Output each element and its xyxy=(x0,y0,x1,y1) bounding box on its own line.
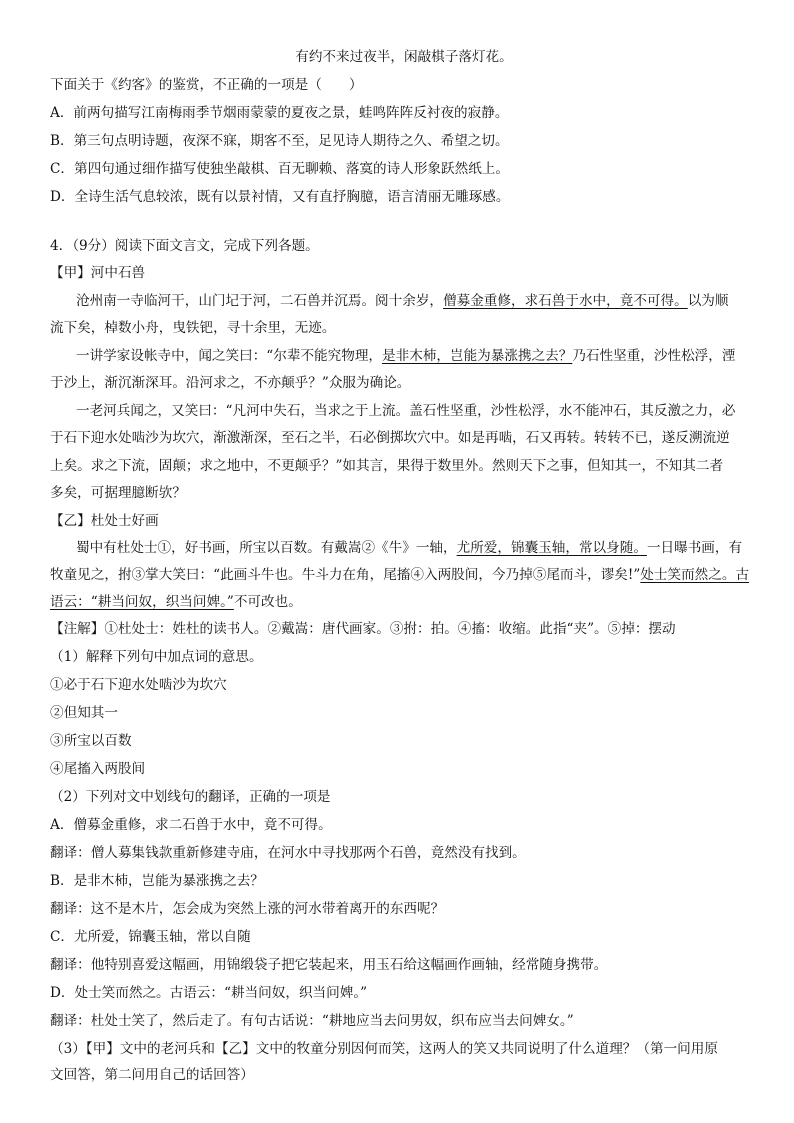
dotted-word: 啮 xyxy=(158,677,173,693)
jia-paragraph1-line2: 流下矣，棹数小舟，曳铁钯，寻十余里，无迹。 xyxy=(50,320,336,336)
jia-title: 【甲】河中石兽 xyxy=(50,265,146,281)
dotted-word: 啮 xyxy=(131,430,146,446)
sub2-translation-b: 翻译：这不是木片，怎会成为突然上涨的河水带着离开的东西呢？ xyxy=(50,901,445,917)
text-run: 沙为坎穴 xyxy=(172,677,227,693)
jia-paragraph2-line2: 于沙上，渐沉渐深耳。沿河求之，不亦颠乎？”众服为确论。 xyxy=(50,375,411,391)
text-run: 以百数 xyxy=(90,733,132,749)
text-run: 沙为坎穴，渐激渐深，至石之半，石必倒掷坎穴中。如是再啮，石又再转。转转不已，遂反溯流逆 xyxy=(145,430,730,446)
sub1-item xyxy=(50,675,758,695)
sub2-translation-d: 翻译：杜处士笑了，然后走了。有句古话说：“耕地应当去问男奴，织布应当去问婢女。” xyxy=(50,1013,574,1029)
sub2-stem: （2）下列对文中划线句的翻译，正确的一项是 xyxy=(50,789,331,805)
sub1-stem: （1）解释下列句中加点词的意思。 xyxy=(50,649,263,665)
sub1-item xyxy=(50,703,758,723)
text-run: 入两股间 xyxy=(90,761,146,777)
dotted-word: 宝 xyxy=(77,733,91,749)
text-run: ②但 xyxy=(50,705,78,721)
underlined-sentence-d: 处士笑而然之。古 xyxy=(640,567,750,583)
text-run: 不可改也。 xyxy=(233,594,302,610)
text-run: 蜀中有杜处士①，好书画，所宝以百数。有戴嵩②《牛》一轴， xyxy=(76,540,457,556)
jia-paragraph3-line4: 多矣，可据理臆断欤？ xyxy=(50,485,186,501)
text-run: 一日曝书画，有 xyxy=(646,540,743,556)
yi-line1 xyxy=(76,538,758,558)
jia-paragraph2-line1 xyxy=(76,346,758,366)
dotted-word: 知 xyxy=(77,705,91,721)
text-run: ①必于石下迎水处 xyxy=(50,677,159,693)
jia-paragraph3-line1: 一老河兵闻之，又笑曰：“凡河中失石，当求之于上流。盖石性坚重，沙性松浮，水不能冲石，其反激之力，必 xyxy=(76,403,736,419)
q3-option-d: D．全诗生活气息较浓，既有以景衬情，又有直抒胸臆，语言清丽无雕琢感。 xyxy=(50,189,510,205)
q4-header: 4．（9分）阅读下面文言文，完成下列各题。 xyxy=(50,238,319,254)
dotted-word: 搐 xyxy=(77,761,91,777)
sub2-option-d: D．处士笑而然之。古语云：“耕当问奴，织当问婢。” xyxy=(50,985,368,1001)
sub2-translation-a: 翻译：僧人募集钱款重新修建寺庙，在河水中寻找那两个石兽，竟然没有找到。 xyxy=(50,845,526,861)
text-run: 牧童见之，拊③掌大笑曰：“此画斗牛也。牛斗力在角，尾搐④入两股间，今乃掉⑤尾而斗，谬矣!” xyxy=(50,567,641,583)
poem-last-line: 有约不来过夜半，闲敲棋子落灯花。 xyxy=(295,49,513,65)
text-run: 一讲学家设帐寺中，闻之笑曰：“尔辈不能究物理， xyxy=(76,348,383,364)
text-run: 其一 xyxy=(90,705,118,721)
sub3-stem-line1: （3）【甲】文中的老河兵和【乙】文中的牧童分别因何而笑，这两人的笑又共同说明了什么道理？（第一问用原 xyxy=(50,1041,718,1057)
yi-line2 xyxy=(50,565,758,585)
sub1-item xyxy=(50,759,758,779)
notes: 【注解】①杜处士：姓杜的读书人。②戴嵩：唐代画家。③拊：拍。④搐：收缩。此指“夹”。⑤掉：摆动 xyxy=(50,621,676,637)
text-run: 沧州南一寺临河干，山门圮于河，二石兽并沉焉。阅十余岁， xyxy=(76,293,444,309)
q3-stem: 下面关于《约客》的鉴赏，不正确的一项是（ ） xyxy=(50,77,363,93)
jia-paragraph3-line2 xyxy=(50,428,758,448)
q3-option-b: B．第三句点明诗题，夜深不寐，期客不至，足见诗人期待之久、希望之切。 xyxy=(50,133,509,149)
yi-title: 【乙】杜处士好画 xyxy=(50,513,159,529)
sub3-stem-line2: 文回答，第二问用自己的话回答） xyxy=(50,1067,254,1083)
underlined-sentence-b: 是非木杮，岂能为暴涨携之去？ xyxy=(382,348,573,364)
sub2-option-c: C．尤所爱，锦囊玉轴，常以自随 xyxy=(50,929,251,945)
q3-option-a: A．前两句描写江南梅雨季节烟雨蒙蒙的夏夜之景，蛙鸣阵阵反衬夜的寂静。 xyxy=(50,105,509,121)
underlined-sentence-d-cont: 语云：“耕当问奴，织当问婢。” xyxy=(50,594,234,610)
jia-paragraph1-line1 xyxy=(76,291,758,311)
text-run: 乃石性坚重，沙性松浮，湮 xyxy=(572,348,736,364)
sub1-item xyxy=(50,731,758,751)
underlined-sentence-a: 僧募金重修，求石兽于水中，竟不可得。 xyxy=(443,293,688,309)
text-run: 以为顺 xyxy=(687,293,729,309)
sub2-translation-c: 翻译：他特别喜爱这幅画，用锦缎袋子把它装起来，用玉石给这幅画作画轴，经常随身携带。 xyxy=(50,957,608,973)
underlined-sentence-c: 尤所爱，锦囊玉轴，常以身随。 xyxy=(456,540,647,556)
q3-option-c: C．第四句通过细作描写使独坐敲棋、百无聊赖、落寞的诗人形象跃然纸上。 xyxy=(50,161,509,177)
text-run: 于石下迎水处 xyxy=(50,430,132,446)
text-run: ③所 xyxy=(50,733,78,749)
text-run: ④尾 xyxy=(50,761,78,777)
sub2-option-a: A．僧募金重修，求二石兽于水中，竟不可得。 xyxy=(50,817,332,833)
jia-paragraph3-line3: 上矣。求之下流，固颠；求之地中，不更颠乎？”如其言，果得于数里外。然则天下之事，但知其一，不知其二者 xyxy=(50,458,724,474)
sub2-option-b: B．是非木杮，岂能为暴涨携之去？ xyxy=(50,873,264,889)
yi-line3 xyxy=(50,592,758,612)
